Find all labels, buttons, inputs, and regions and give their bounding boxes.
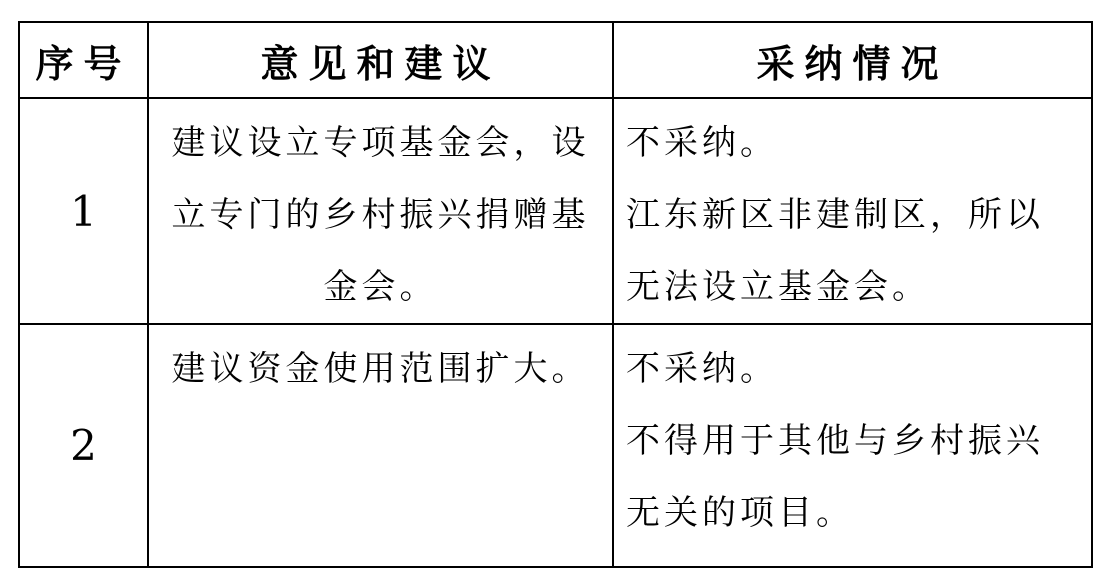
adoption-line: 不采纳。 [626,123,778,163]
adoption-line: 江东新区非建制区，所以无法设立基金会。 [626,195,1044,307]
cell-row-index: 1 [19,98,148,324]
cell-row-index: 2 [19,324,148,567]
cell-suggestion: 建议设立专项基金会，设立专门的乡村振兴捐赠基金会。 [148,98,613,324]
header-cell-adoption: 采纳情况 [613,22,1092,98]
suggestions-adoption-table [18,21,1093,568]
cell-adoption [613,324,1092,567]
table-row [19,324,1092,567]
table-header-row [19,22,1092,98]
adoption-line: 不得用于其他与乡村振兴无关的项目。 [626,421,1044,533]
header-cell-index: 序号 [19,22,148,98]
table-row [19,98,1092,324]
header-cell-suggestion: 意见和建议 [148,22,613,98]
cell-adoption [613,98,1092,324]
cell-suggestion: 建议资金使用范围扩大。 [148,324,613,567]
adoption-line: 不采纳。 [626,349,778,389]
